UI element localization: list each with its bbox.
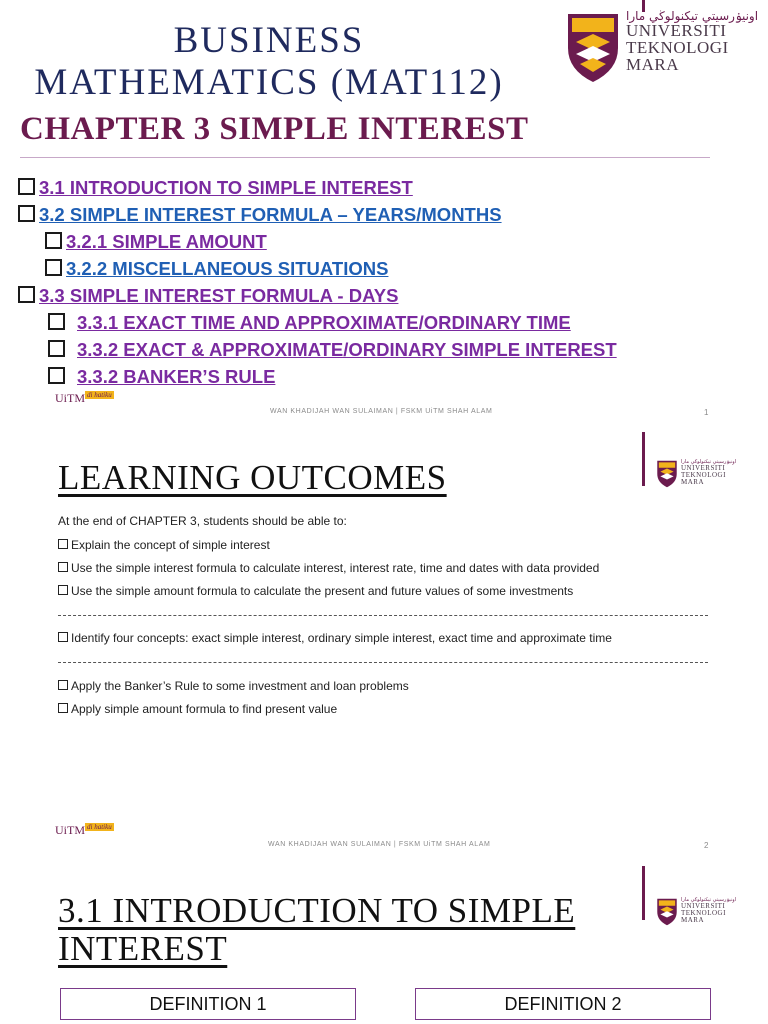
checkbox-icon <box>58 539 68 549</box>
slide-3 <box>0 860 768 1024</box>
outcome-item <box>58 538 270 552</box>
checkbox-icon <box>18 178 35 195</box>
footer-author: WAN KHADIJAH WAN SULAIMAN | FSKM UiTM SHAH ALAM <box>270 408 493 415</box>
toc-link[interactable]: 3.3 SIMPLE INTEREST FORMULA - DAYS <box>39 285 399 306</box>
logo-wordmark <box>681 898 736 924</box>
toc-link[interactable]: 3.3.2 BANKER’S RULE <box>77 366 276 387</box>
checkbox-icon <box>18 205 35 222</box>
title-divider <box>20 157 710 158</box>
uitm-crest-icon <box>566 12 620 84</box>
logo-line2: TEKNOLOGI <box>681 909 726 917</box>
toc-item[interactable] <box>18 365 617 392</box>
checkbox-icon <box>18 286 35 303</box>
uitm-logo-large <box>566 8 759 84</box>
section-title-line2: INTEREST <box>58 929 228 968</box>
logo-divider <box>642 866 645 920</box>
outcome-text: Use the simple amount formula to calculate the present and future values of some investments <box>71 584 574 598</box>
definition-label: DEFINITION 1 <box>149 993 267 1014</box>
footer-author: WAN KHADIJAH WAN SULAIMAN | FSKM UiTM SHAH ALAM <box>268 841 491 848</box>
toc-item[interactable] <box>18 230 617 257</box>
outcome-text: Use the simple interest formula to calculate interest, interest rate, time and dates with data provided <box>71 561 600 575</box>
outcome-item <box>58 584 573 598</box>
outcome-item <box>58 561 599 575</box>
logo-line3: MARA <box>626 55 680 74</box>
table-of-contents <box>18 176 617 392</box>
learning-outcomes-title: LEARNING OUTCOMES <box>58 458 447 497</box>
logo-divider <box>642 432 645 486</box>
outcome-text: Apply simple amount formula to find present value <box>71 702 338 716</box>
uitm-dihatiku-badge <box>55 389 121 409</box>
definition-1-box[interactable] <box>60 988 356 1020</box>
page-number: 2 <box>704 841 709 850</box>
outcome-text: Apply the Banker’s Rule to some investment and loan problems <box>71 679 409 693</box>
logo-wordmark <box>626 10 758 73</box>
logo-arabic-text: اونيۏرسيتي تيكنولوڬي مارا <box>681 897 737 903</box>
slide-1 <box>0 0 768 428</box>
dashed-separator <box>58 615 708 616</box>
toc-item[interactable] <box>18 203 617 230</box>
definition-2-box[interactable] <box>415 988 711 1020</box>
checkbox-icon <box>45 259 62 276</box>
toc-item[interactable] <box>18 311 617 338</box>
course-title-line1: BUSINESS <box>173 20 365 61</box>
logo-wordmark <box>681 460 736 486</box>
uitm-logo-small <box>642 432 737 488</box>
toc-item[interactable] <box>18 284 617 311</box>
uitm-crest-icon <box>656 898 678 926</box>
logo-line1: UNIVERSITI <box>681 902 726 910</box>
outcome-text: Identify four concepts: exact simple interest, ordinary simple interest, exact time and approximate time <box>71 631 612 645</box>
toc-item[interactable] <box>18 257 617 284</box>
checkbox-icon <box>58 703 68 713</box>
checkbox-icon <box>58 680 68 690</box>
course-title-line2: MATHEMATICS (MAT112) <box>34 62 504 103</box>
outcome-item <box>58 702 337 716</box>
section-title-line1: 3.1 INTRODUCTION TO SIMPLE <box>58 891 576 930</box>
logo-arabic-text: اونيۏرسيتي تيكنولوڬي مارا <box>681 459 737 465</box>
uitm-logo-small <box>642 866 737 924</box>
logo-line1: UNIVERSITI <box>681 464 726 472</box>
uitm-dihatiku-badge <box>55 821 121 841</box>
logo-line2: TEKNOLOGI <box>681 471 726 479</box>
badge-main-text: UiTM <box>55 823 85 837</box>
toc-link[interactable]: 3.2 SIMPLE INTEREST FORMULA – YEARS/MONTHS <box>39 204 502 225</box>
badge-main-text: UiTM <box>55 391 85 405</box>
logo-line3: MARA <box>681 478 705 486</box>
checkbox-icon <box>58 585 68 595</box>
toc-link[interactable]: 3.1 INTRODUCTION TO SIMPLE INTEREST <box>39 177 413 198</box>
checkbox-icon <box>48 313 65 330</box>
toc-link[interactable]: 3.2.1 SIMPLE AMOUNT <box>66 231 267 252</box>
badge-tagline: di hatiku <box>87 391 112 399</box>
page-number: 1 <box>704 408 709 417</box>
logo-line1: UNIVERSITI <box>626 21 727 40</box>
chapter-title: CHAPTER 3 SIMPLE INTEREST <box>20 111 529 147</box>
outcomes-intro: At the end of CHAPTER 3, students should be able to: <box>58 514 347 528</box>
definition-label: DEFINITION 2 <box>504 993 622 1014</box>
outcome-text: Explain the concept of simple interest <box>71 538 270 552</box>
course-title <box>14 20 524 104</box>
toc-item[interactable] <box>18 338 617 365</box>
logo-line3: MARA <box>681 916 705 924</box>
badge-tagline: di hatiku <box>87 823 112 831</box>
outcome-item <box>58 679 409 693</box>
outcome-item <box>58 631 612 645</box>
checkbox-icon <box>48 340 65 357</box>
uitm-crest-icon <box>656 460 678 488</box>
logo-line2: TEKNOLOGI <box>626 38 729 57</box>
toc-link[interactable]: 3.3.1 EXACT TIME AND APPROXIMATE/ORDINARY TIME <box>77 312 571 333</box>
slide-2 <box>0 428 768 860</box>
section-title <box>58 892 598 968</box>
toc-link[interactable]: 3.2.2 MISCELLANEOUS SITUATIONS <box>66 258 389 279</box>
checkbox-icon <box>58 562 68 572</box>
dashed-separator <box>58 662 708 663</box>
logo-arabic-text: اونيۏرسيتي تيكنولوڬي مارا <box>626 9 759 23</box>
checkbox-icon <box>58 632 68 642</box>
toc-item[interactable] <box>18 176 617 203</box>
checkbox-icon <box>45 232 62 249</box>
toc-link[interactable]: 3.3.2 EXACT & APPROXIMATE/ORDINARY SIMPLE INTEREST <box>77 339 617 360</box>
checkbox-icon <box>48 367 65 384</box>
